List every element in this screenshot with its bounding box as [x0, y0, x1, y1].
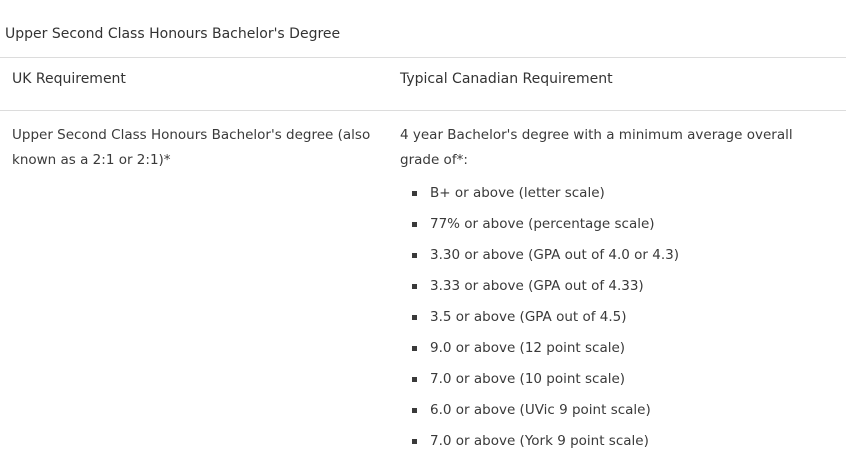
list-item-text: 3.33 or above (GPA out of 4.33) [430, 278, 644, 294]
list-item [412, 183, 679, 214]
list-item-text: 77% or above (percentage scale) [430, 216, 655, 232]
square-bullet-icon [412, 222, 417, 227]
caption-divider [0, 57, 846, 58]
canadian-requirement-intro: 4 year Bachelor's degree with a minimum average overall grade of*: [400, 127, 793, 168]
list-item-text: 3.5 or above (GPA out of 4.5) [430, 309, 627, 325]
list-item [412, 214, 679, 245]
canadian-requirement-header: Typical Canadian Requirement [400, 71, 613, 87]
list-item-text: 3.30 or above (GPA out of 4.0 or 4.3) [430, 247, 679, 263]
header-divider [0, 110, 846, 111]
square-bullet-icon [412, 191, 417, 196]
uk-requirement-header: UK Requirement [12, 71, 126, 87]
list-item [412, 338, 679, 369]
list-item-text: 6.0 or above (UVic 9 point scale) [430, 402, 651, 418]
list-item [412, 276, 679, 307]
uk-requirement-cell: Upper Second Class Honours Bachelor's degree (also known as a 2:1 or 2:1)* [12, 127, 371, 168]
square-bullet-icon [412, 408, 417, 413]
list-item [412, 431, 679, 462]
list-item-text: 7.0 or above (10 point scale) [430, 371, 626, 387]
list-item [412, 369, 679, 400]
square-bullet-icon [412, 377, 417, 382]
list-item [412, 400, 679, 431]
list-item-text: B+ or above (letter scale) [430, 185, 605, 201]
square-bullet-icon [412, 315, 417, 320]
list-item [412, 245, 679, 276]
square-bullet-icon [412, 439, 417, 444]
square-bullet-icon [412, 284, 417, 289]
square-bullet-icon [412, 253, 417, 258]
list-item-text: 7.0 or above (York 9 point scale) [430, 433, 649, 449]
square-bullet-icon [412, 346, 417, 351]
list-item-text: 9.0 or above (12 point scale) [430, 340, 626, 356]
grade-scale-list [412, 183, 679, 462]
table-caption: Upper Second Class Honours Bachelor's Degree [5, 26, 341, 42]
list-item [412, 307, 679, 338]
